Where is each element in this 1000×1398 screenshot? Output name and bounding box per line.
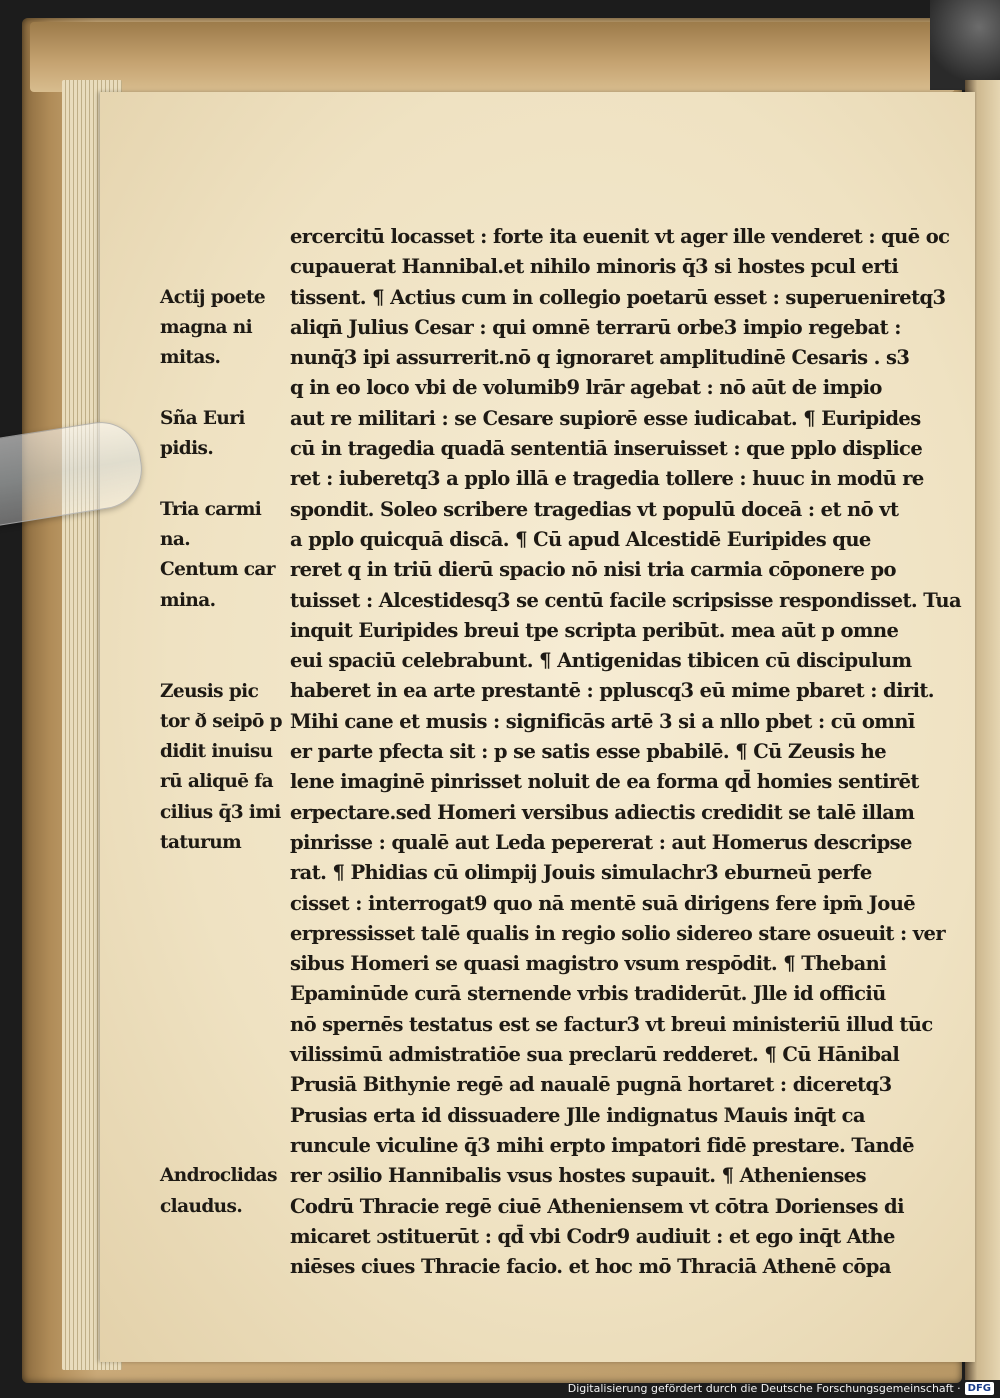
text-line: ercercitū locasset : forte ita euenit vt ager ille venderet : quē oc (290, 225, 950, 248)
text-line: a pplo quicquā discā. ¶ Cū apud Alcestidē Euripides que (290, 527, 871, 551)
text-line: q in eo loco vbi de volumib9 lrār agebat : nō aūt de impio (290, 376, 882, 400)
text-line: tissent. ¶ Actius cum in collegio poetarū esset : superueniretq3 (290, 285, 946, 309)
text-line: ret : iuberetq3 a pplo illā e tragedia tollere : huuc in modū re (290, 467, 924, 491)
text-line: aut re militari : se Cesare supiorē esse iudicabat. ¶ Euripides (290, 406, 921, 430)
margin-note-line: Zeusis pic (160, 680, 259, 702)
text-line: runcule viculine q̄3 mihi erpto impatori fidē prestare. Tandē (290, 1133, 914, 1157)
main-text-block (290, 222, 961, 1282)
margin-note-line: Sña Euri (160, 407, 245, 429)
margin-note-line: mitas. (160, 347, 221, 369)
text-line: rat. ¶ Phidias cū olimpij Jouis simulachr3 eburneū perfe (290, 861, 872, 885)
text-line: cū in tragedia quadā sententiā inseruisset : que pplo displice (290, 437, 923, 461)
text-line: nunq̄3 ipi assurrerit.nō q ignoraret amplitudinē Cesaris . s3 (290, 346, 910, 370)
margin-note-line: na. (160, 528, 191, 550)
text-line: er parte pfecta sit : p se satis esse pbabilē. ¶ Cū Zeusis he (290, 740, 887, 764)
margin-note-line: taturum (160, 831, 242, 853)
text-line: erpressisset talē qualis in regio solio sidereo stare osueuit : ver (290, 921, 946, 945)
text-line: sibus Homeri se quasi magistro vsum respōdit. ¶ Thebani (290, 952, 887, 976)
text-line: Prusiā Bithynie regē ad naualē pugnā hortaret : diceretq3 (290, 1073, 892, 1097)
text-line: Prusias erta id dissuadere Jlle indignatus Mauis inq̄t ca (290, 1103, 865, 1127)
dfg-logo-icon: DFG (965, 1382, 994, 1395)
margin-note (160, 677, 288, 859)
text-line: haberet in ea arte prestantē : ppluscq3 eū mime pbaret : dirit. (290, 679, 934, 703)
text-line: tuisset : Alcestidesq3 se centū facile scripsisse respondisset. Tua (290, 588, 961, 612)
text-line: inquit Euripides breui tpe scripta peribūt. mea aūt p omne (290, 618, 899, 642)
margin-note-line: Actij poete (160, 286, 266, 308)
book-top-edge (30, 22, 955, 92)
margin-note-line: didit inuisu (160, 741, 273, 763)
text-line: eui spaciū celebrabunt. ¶ Antigenidas tibicen cū discipulum (290, 649, 912, 673)
margin-note-line: rū aliquē fa (160, 771, 274, 793)
text-line: Epaminūde curā sternende vrbis tradiderūt. Jlle id officiū (290, 982, 886, 1006)
margin-note-line: Tria carmi (160, 498, 262, 520)
margin-note (160, 1161, 288, 1222)
margin-note (160, 495, 288, 616)
text-line: reret q in triū dierū spacio nō nisi tria carmia cōponere po (290, 558, 896, 582)
text-line: cisset : interrogat9 quo nā mentē suā dirigens fere ipm̄ Jouē (290, 891, 916, 915)
margin-note (160, 404, 288, 465)
margin-note-line: Androclidas (160, 1165, 277, 1187)
text-line: niēses ciues Thracie facio. et hoc mō Thraciā Athenē cōpa (290, 1255, 891, 1279)
credit-text: Digitalisierung gefördert durch die Deutsche Forschungsgemeinschaft · (567, 1382, 961, 1395)
margin-note-line: pidis. (160, 438, 214, 460)
margin-note (160, 283, 288, 374)
text-line: lene imaginē pinrisset noluit de ea forma qd̄ homies sentirēt (290, 770, 919, 794)
text-line: Mihi cane et musis : significās artē 3 si a nllo pbet : cū omnī (290, 709, 915, 733)
text-line: nō spernēs testatus est se factur3 vt breui ministeriū illud tūc (290, 1012, 933, 1036)
text-line: Codrū Thracie regē ciuē Atheniensem vt cōtra Dorienses di (290, 1194, 904, 1218)
text-line: pinrisse : qualē aut Leda pepererat : aut Homerus descripse (290, 830, 912, 854)
margin-note-line: Centum car (160, 559, 275, 581)
text-line: erpectare.sed Homeri versibus adiectis credidit se talē illam (290, 800, 915, 824)
text-line: vilissimū admistratiōe sua preclarū redderet. ¶ Cū Hānibal (290, 1043, 900, 1067)
text-line: micaret ɔstituerūt : qd̄ vbi Codr9 audiuit : et ego inq̄t Athe (290, 1224, 895, 1248)
text-line: spondit. Soleo scribere tragedias vt populū doceā : et nō vt (290, 497, 899, 521)
margin-note-line: mina. (160, 589, 216, 611)
margin-note-line: cilius q̄3 imi (160, 801, 281, 823)
text-line: aliqn̄ Julius Cesar : qui omnē terrarū orbe3 impio regebat : (290, 315, 901, 339)
margin-note-line: tor ð seipō p (160, 710, 282, 732)
margin-note-line: magna ni (160, 316, 253, 338)
scan-corner (930, 0, 1000, 90)
digitization-credit (568, 1382, 994, 1395)
margin-note-line: claudus. (160, 1195, 243, 1217)
text-line: cupauerat Hannibal.et nihilo minoris q̄3 si hostes pcul erti (290, 255, 899, 279)
text-line: rer ɔsilio Hannibalis vsus hostes supauit. ¶ Athenienses (290, 1164, 866, 1188)
